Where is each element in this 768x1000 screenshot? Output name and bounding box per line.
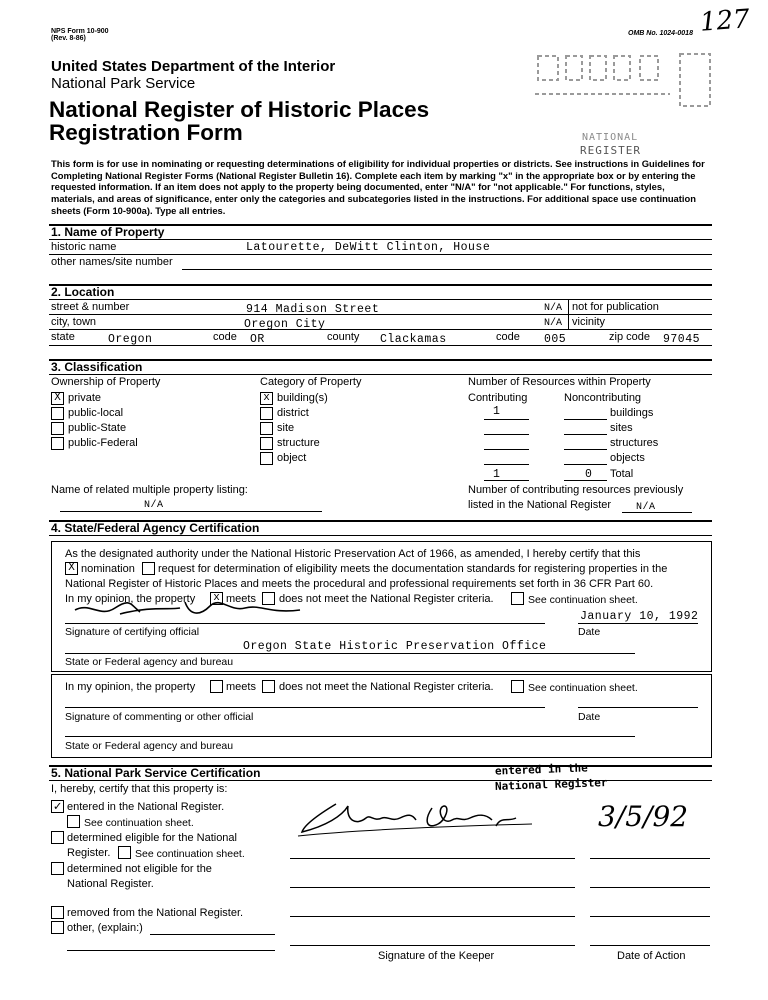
section-2-title: 2. Location [51,285,115,299]
rule [484,419,529,420]
structures-label: structures [610,437,659,449]
category-object-checkbox[interactable] [260,452,273,465]
rule [590,858,710,859]
noncontributing-heading: Noncontributing [564,392,642,404]
section-3-title: 3. Classification [51,360,143,374]
state-code-label: code [213,331,237,343]
previously-listed-label2: listed in the National Register [468,499,612,511]
resources-heading: Number of Resources within Property [468,376,651,388]
commenting-agency-label: State or Federal agency and bureau [65,740,234,752]
removed-checkbox[interactable] [51,906,64,919]
category-building-label: building(s) [277,392,328,404]
buildings-label: buildings [610,407,654,419]
section-4-title: 4. State/Federal Agency Certification [51,521,260,535]
not-for-publication-na[interactable]: N/A [544,303,563,314]
does-not-meet2-label: does not meet the National Register criteria. [279,681,494,693]
category-building-checkbox[interactable]: x [260,392,273,405]
previously-listed-value[interactable]: N/A [636,502,656,513]
historic-name-label: historic name [51,241,117,253]
contributing-total-value[interactable]: 1 [493,468,501,481]
meets2-checkbox[interactable] [210,680,223,693]
county-code-value[interactable]: 005 [544,333,567,346]
certifying-signature-label: Signature of certifying official [65,626,200,638]
opinion-label: In my opinion, the property [65,593,196,605]
ownership-public-state-label: public-State [68,422,127,434]
category-site-checkbox[interactable] [260,422,273,435]
certifying-agency-value[interactable]: Oregon State Historic Preservation Office [243,640,547,653]
keeper-signature [296,796,536,844]
county-value[interactable]: Clackamas [380,333,447,346]
keeper-date-value: 3/5/92 [598,800,689,833]
ownership-public-state-checkbox[interactable] [51,422,64,435]
rule [182,269,712,270]
certification-line2: request for determination of eligibility meets the documentation standards for registering properties in the [158,563,668,575]
ownership-public-local-checkbox[interactable] [51,407,64,420]
rule [564,434,607,435]
received-stamp [530,50,715,115]
category-structure-label: structure [277,437,320,449]
objects-label: objects [610,452,645,464]
certification-line3: National Register of Historic Places and meets the procedural and professional requirements set forth in 36 CFR Part 60. [65,578,654,590]
rule [590,916,710,917]
other-checkbox[interactable] [51,921,64,934]
form-revision: (Rev. 8-86) [51,35,86,42]
date-of-action-label: Date of Action [617,950,686,962]
category-district-checkbox[interactable] [260,407,273,420]
certifying-signature [70,598,310,624]
city-value[interactable]: Oregon City [244,318,326,331]
keeper-signature-label: Signature of the Keeper [378,950,495,962]
rule [150,934,275,935]
state-code-value[interactable]: OR [250,333,265,346]
vicinity-na[interactable]: N/A [544,318,563,329]
certifying-date-value[interactable]: January 10, 1992 [580,610,699,623]
nomination-label: nomination [81,563,135,575]
rule [49,254,712,255]
historic-name-value[interactable]: Latourette, DeWitt Clinton, House [246,241,491,254]
form-title-line1: National Register of Historic Places [49,97,430,122]
nomination-checkbox[interactable]: X [65,562,78,575]
rule [290,945,575,946]
category-object-label: object [277,452,307,464]
department-name: United States Department of the Interior [51,58,336,75]
continuation-sheet-checkbox[interactable] [511,592,524,605]
ownership-public-federal-label: public-Federal [68,437,138,449]
eligible-continuation-checkbox[interactable] [118,846,131,859]
entered-continuation-checkbox[interactable] [67,815,80,828]
not-eligible-checkbox[interactable] [51,862,64,875]
removed-label: removed from the National Register. [67,907,244,919]
form-number: NPS Form 10-900 [51,28,109,35]
street-label: street & number [51,301,130,313]
rule [564,480,607,481]
rule [564,449,607,450]
previously-listed-label1: Number of contributing resources previously [468,484,684,496]
continuation-sheet2-checkbox[interactable] [511,680,524,693]
section-1-title: 1. Name of Property [51,225,165,239]
stamp-text-line1: NATIONAL [582,132,639,143]
continuation-sheet-label: See continuation sheet. [528,594,638,606]
rule [49,239,712,240]
other-label: other, (explain:) [67,922,143,934]
certification-line1: As the designated authority under the National Historic Preservation Act of 1966, as amended, I hereby certify that this [65,548,641,560]
multiple-property-value[interactable]: N/A [144,500,164,511]
omb-number: OMB No. 1024-0018 [628,30,693,37]
contributing-buildings-value[interactable]: 1 [493,405,501,418]
rule [484,434,529,435]
rule [65,736,635,737]
total-label: Total [610,468,634,480]
city-label: city, town [51,316,97,328]
certifying-date-label: Date [578,626,601,638]
rule [290,858,575,859]
rule [67,950,275,951]
ownership-heading: Ownership of Property [51,376,161,388]
category-structure-checkbox[interactable] [260,437,273,450]
entered-stamp-line1: entered in the [494,761,588,778]
form-title-line2: Registration Form [49,120,243,145]
rule [65,623,545,624]
county-label: county [327,331,360,343]
rule [564,464,607,465]
handwritten-number: 127 [699,4,751,38]
other-names-label: other names/site number [51,256,173,268]
not-eligible-label-line2: National Register. [67,878,154,890]
certify-statement: I, hereby, certify that this property is: [51,783,228,795]
rule [484,480,529,481]
certifying-agency-label: State or Federal agency and bureau [65,656,234,668]
category-site-label: site [277,422,295,434]
county-code-label: code [496,331,520,343]
section-5-title: 5. National Park Service Certification [51,766,261,780]
zip-value[interactable]: 97045 [663,333,701,346]
section-divider [49,359,712,361]
entered-continuation-label: See continuation sheet. [84,817,194,829]
rule [484,464,529,465]
rule [578,707,698,708]
entered-checkbox[interactable]: ✓ [51,800,64,813]
eligible-continuation-label: See continuation sheet. [135,848,245,860]
meets2-label: meets [226,681,256,693]
rule [65,653,635,654]
rule [568,315,569,329]
rule [564,419,607,420]
rule [590,945,710,946]
rule [484,449,529,450]
entered-label: entered in the National Register. [67,801,225,813]
ownership-private-label: private [68,392,102,404]
sites-label: sites [610,422,633,434]
rule [578,623,698,624]
service-name: National Park Service [51,75,196,92]
rule [65,707,545,708]
state-label: state [51,331,75,343]
section-divider [49,284,712,286]
not-eligible-label-line1: determined not eligible for the [67,863,212,875]
multiple-property-label: Name of related multiple property listing: [51,484,248,496]
rule [49,329,712,330]
rule [290,916,575,917]
street-value[interactable]: 914 Madison Street [246,303,380,316]
category-heading: Category of Property [260,376,362,388]
contributing-heading: Contributing [468,392,528,404]
rule [590,887,710,888]
does-not-meet-label: does not meet the National Register criteria. [279,593,494,605]
commenting-signature-label: Signature of commenting or other official [65,711,254,723]
state-value[interactable]: Oregon [108,333,153,346]
meets-checkbox[interactable]: x [210,592,223,605]
eligible-checkbox[interactable] [51,831,64,844]
zip-label: zip code [609,331,650,343]
ownership-public-local-label: public-local [68,407,124,419]
rule [622,512,692,513]
instructions-paragraph: This form is for use in nominating or requesting determinations of eligibility for individual properties or districts. See instructions in Guidelines for Completing National Register Forms (National Register Bulletin 16). Complete each item by marking "x" in the appropriate box or by entering the requested information. If an item does not apply to the property being documented, enter "N/A" for "not applicable." For functions, styles, materials, and areas of significance, enter only the categories and subcategories listed in the instructions. For additional space use continuation sheets (Form 10-900a). Type all entries. [51,158,705,216]
request-determination-checkbox[interactable] [142,562,155,575]
eligible-label-line1: determined eligible for the National [67,832,237,844]
does-not-meet2-checkbox[interactable] [262,680,275,693]
rule [49,780,712,781]
vicinity-label: vicinity [572,316,606,328]
rule [60,511,322,512]
rule [49,374,712,375]
rule [49,345,712,346]
meets-label: meets [226,593,256,605]
not-for-publication-label: not for publication [572,301,659,313]
commenting-date-label: Date [578,711,601,723]
rule [49,299,712,300]
ownership-private-checkbox[interactable]: X [51,392,64,405]
ownership-public-federal-checkbox[interactable] [51,437,64,450]
noncontributing-total-value[interactable]: 0 [585,468,593,481]
rule [49,535,712,536]
continuation-sheet2-label: See continuation sheet. [528,682,638,694]
rule [49,314,712,315]
opinion2-label: In my opinion, the property [65,681,196,693]
rule [568,300,569,314]
eligible-label-line2: Register. [67,847,111,859]
stamp-text-line2: REGISTER [580,144,641,157]
rule [290,887,575,888]
category-district-label: district [277,407,309,419]
entered-stamp-line2: National Register [494,776,608,793]
